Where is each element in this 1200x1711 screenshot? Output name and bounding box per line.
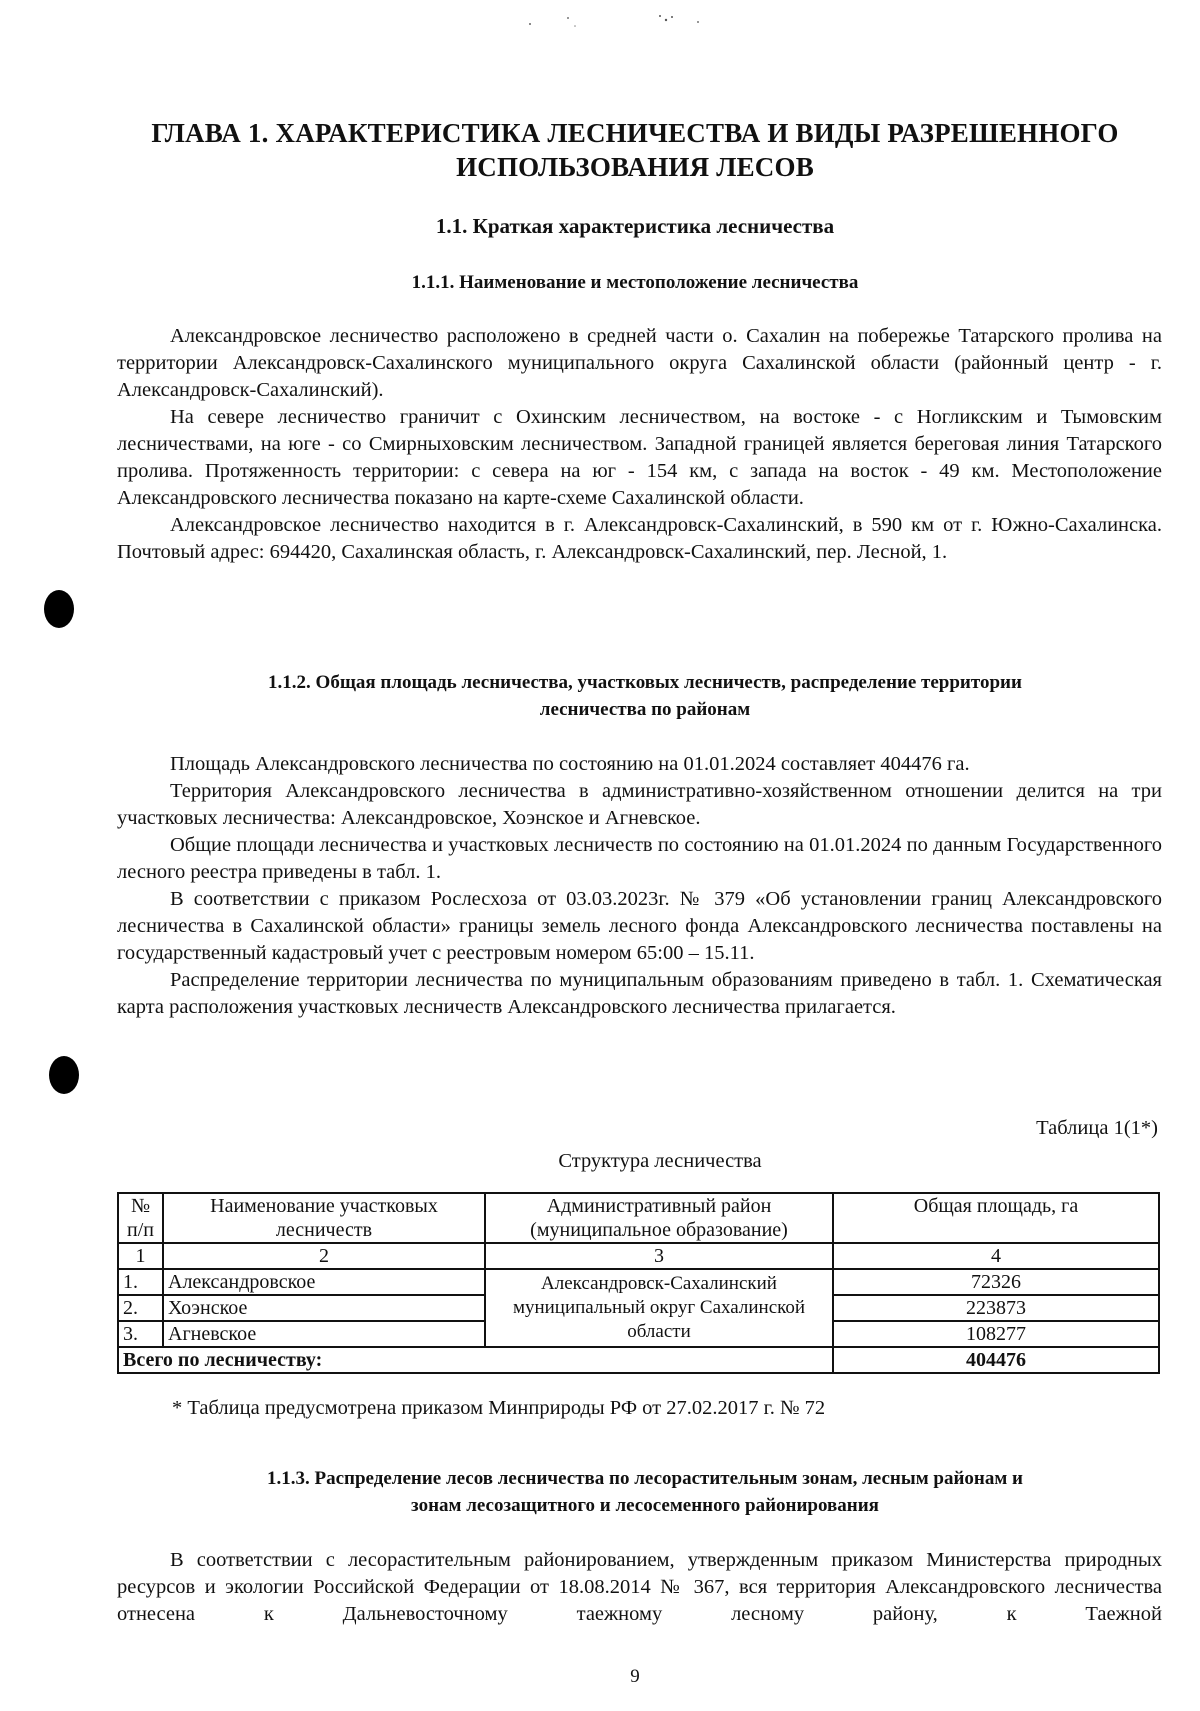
paragraph: В соответствии с лесорастительным районированием, утвержденным приказом Министерства природных ресурсов и экологии Российской Федерации от 18.08.2014 № 367, вся территория Александровского лесничества отнесена к Дальневосточному таежному лесному району, к Таежной <box>117 1549 1162 1625</box>
section-1-1-3-heading <box>130 1465 1160 1519</box>
paragraph: Распределение территории лесничества по муниципальным образованиям приведено в табл. 1. Схематическая карта расположения участковых лесничеств Александровского лесничества прилагается. <box>117 969 1162 1018</box>
row-num: 1. <box>118 1269 163 1295</box>
column-number: 1 <box>118 1243 163 1269</box>
row-area: 108277 <box>833 1321 1159 1347</box>
header-name: Наименование участковых лесничеств <box>163 1193 485 1243</box>
header-district: Административный район (муниципальное образование) <box>485 1193 833 1243</box>
table-total-row <box>118 1347 1159 1373</box>
header-num: № п/п <box>118 1193 163 1243</box>
row-name: Хоэнское <box>163 1295 485 1321</box>
total-label: Всего по лесничеству: <box>118 1347 833 1373</box>
column-number: 2 <box>163 1243 485 1269</box>
column-number: 3 <box>485 1243 833 1269</box>
table-label: Таблица 1(1*) <box>1036 1117 1158 1139</box>
punch-hole-mark <box>44 590 74 628</box>
section-1-1-2-heading-line-2: лесничества по районам <box>539 699 751 720</box>
row-num: 3. <box>118 1321 163 1347</box>
table-footnote: * Таблица предусмотрена приказом Минприроды РФ от 27.02.2017 г. № 72 <box>172 1397 826 1419</box>
paragraph: Александровское лесничество находится в г. Александровск-Сахалинский, в 590 км от г. Южно-Сахалинска. Почтовый адрес: 694420, Сахалинская область, г. Александровск-Сахалинский, пер. Лесной, 1. <box>117 514 1162 563</box>
chapter-title <box>110 116 1160 184</box>
table-header-row <box>118 1193 1159 1243</box>
table-caption: Структура лесничества <box>558 1150 762 1172</box>
row-area: 223873 <box>833 1295 1159 1321</box>
section-1-1-1-heading: 1.1.1. Наименование и местоположение лесничества <box>411 272 859 293</box>
chapter-title-line-2: ИСПОЛЬЗОВАНИЯ ЛЕСОВ <box>456 152 814 182</box>
table-column-numbers-row <box>118 1243 1159 1269</box>
column-number: 4 <box>833 1243 1159 1269</box>
header-area: Общая площадь, га <box>833 1193 1159 1243</box>
paragraph: Площадь Александровского лесничества по состоянию на 01.01.2024 составляет 404476 га. <box>170 753 970 775</box>
section-1-1-2-heading <box>130 669 1160 723</box>
row-area: 72326 <box>833 1269 1159 1295</box>
row-district: Александровск-Сахалинский муниципальный округ Сахалинской области <box>485 1269 833 1347</box>
section-1-1-1-body <box>117 323 1162 566</box>
paragraph: Общие площади лесничества и участковых лесничеств по состоянию на 01.01.2024 по данным Государственного лесного реестра приведены в табл. 1. <box>117 834 1162 883</box>
section-1-1-2-body <box>117 751 1162 1021</box>
paragraph: Александровское лесничество расположено в средней части о. Сахалин на побережье Татарского пролива на территории Александровск-Сахалинского муниципального округа Сахалинской области (районный центр - г. Александровск-Сахалинский). <box>117 325 1162 401</box>
section-1-1-3-body <box>117 1547 1162 1628</box>
row-num: 2. <box>118 1295 163 1321</box>
scan-specks <box>520 10 720 45</box>
paragraph: На севере лесничество граничит с Охинским лесничеством, на востоке - с Ногликским и Тымовским лесничествами, на юге - со Смирныховским лесничеством. Западной границей является береговая линия Татарского пролива. Протяженность территории: с севера на юг - 154 км, с запада на восток - 49 км. Местоположение Александровского лесничества показано на карте-схеме Сахалинской области. <box>117 406 1162 509</box>
row-name: Александровское <box>163 1269 485 1295</box>
punch-hole-mark <box>49 1056 79 1094</box>
paragraph: В соответствии с приказом Рослесхоза от 03.03.2023г. № 379 «Об установлении границ Александровского лесничества в Сахалинской области» границы земель лесного фонда Александровского лесничества поставлены на государственный кадастровый учет с реестровым номером 65:00 – 15.11. <box>117 888 1162 964</box>
section-1-1-3-heading-line-1: 1.1.3. Распределение лесов лесничества по лесорастительным зонам, лесным районам и <box>267 1468 1023 1489</box>
section-1-1-2-heading-line-1: 1.1.2. Общая площадь лесничества, участковых лесничеств, распределение территории <box>268 672 1022 693</box>
row-name: Агневское <box>163 1321 485 1347</box>
structure-table <box>117 1192 1160 1374</box>
section-1-1-heading: 1.1. Краткая характеристика лесничества <box>435 214 835 238</box>
total-value: 404476 <box>833 1347 1159 1373</box>
chapter-title-line-1: ГЛАВА 1. ХАРАКТЕРИСТИКА ЛЕСНИЧЕСТВА И ВИДЫ РАЗРЕШЕННОГО <box>151 118 1119 148</box>
paragraph: Территория Александровского лесничества в административно-хозяйственном отношении делится на три участковых лесничества: Александровское, Хоэнское и Агневское. <box>117 780 1162 829</box>
page-number: 9 <box>630 1666 640 1687</box>
section-1-1-3-heading-line-2: зонам лесозащитного и лесосеменного районирования <box>411 1495 879 1516</box>
table-row <box>118 1269 1159 1295</box>
